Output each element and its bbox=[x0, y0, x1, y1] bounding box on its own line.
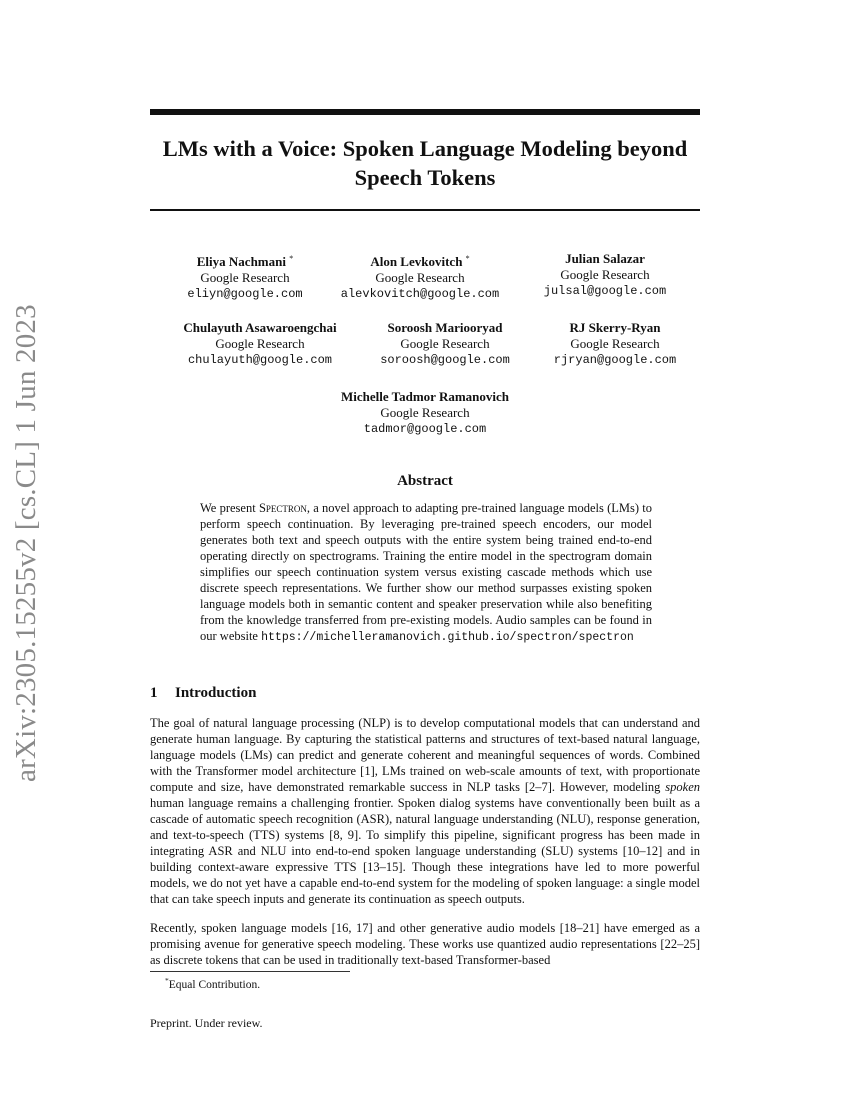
author-email[interactable]: julsal@google.com bbox=[543, 284, 667, 298]
author-email[interactable]: tadmor@google.com bbox=[363, 422, 487, 436]
abstract-intro: We present bbox=[200, 501, 256, 515]
author-block bbox=[530, 320, 700, 368]
intro-paragraph-2: Recently, spoken language models [16, 17] and other generative audio models [18–21] have emerged as a promising avenue for generative speech modeling. These works use quantized audio representations [22–25] as discrete tokens that can be used in traditionally text-based Transformer-based bbox=[150, 921, 700, 967]
author-affiliation: Google Research bbox=[375, 270, 465, 285]
author-block bbox=[330, 251, 510, 302]
title-bottom-rule bbox=[150, 209, 700, 211]
equal-contribution-mark: * bbox=[465, 254, 470, 263]
footnote-rule bbox=[150, 971, 350, 972]
author-block bbox=[300, 389, 550, 437]
abstract-text: , a novel approach to adapting pre-trained language models (LMs) to perform speech continuation. By leveraging pre-trained speech encoders, our model generates both text and speech outputs with the entire system being trained end-to-end operating directly on spectrograms. Training the entire model in the spectrogram domain simplifies our speech continuation system versus existing cascade methods which use discrete speech representations. We further show our method surpasses existing spoken language models both in semantic content and speaker preservation while also benefiting from the knowledge transferred from pre-existing models. Audio samples can be found in our website bbox=[200, 501, 653, 643]
author-block bbox=[520, 251, 690, 299]
section-number: 1 bbox=[150, 685, 158, 701]
author-name: RJ Skerry-Ryan bbox=[569, 320, 661, 335]
author-name: Julian Salazar bbox=[565, 251, 645, 266]
abstract-body bbox=[200, 500, 652, 646]
author-name: Soroosh Mariooryad bbox=[387, 320, 503, 335]
author-block bbox=[365, 320, 525, 368]
author-email[interactable]: rjryan@google.com bbox=[553, 353, 677, 367]
author-email[interactable]: chulayuth@google.com bbox=[187, 353, 333, 367]
author-affiliation: Google Research bbox=[380, 405, 470, 420]
equal-contribution-mark: * bbox=[289, 254, 294, 263]
abstract-heading: Abstract bbox=[397, 473, 453, 489]
preprint-note: Preprint. Under review. bbox=[150, 1016, 263, 1030]
website-link[interactable]: https://michelleramanovich.github.io/spectron/spectron bbox=[261, 631, 634, 644]
author-name: Alon Levkovitch bbox=[370, 254, 463, 269]
author-affiliation: Google Research bbox=[560, 267, 650, 282]
author-email[interactable]: eliyn@google.com bbox=[187, 287, 303, 301]
system-name: Spectron bbox=[258, 501, 307, 515]
paragraph-text: human language remains a challenging frontier. Spoken dialog systems have conventionally been built as a cascade of automatic speech recognition (ASR), natural language understanding (NLU), response generation, and text-to-speech (TTS) systems [8, 9]. To simplify this pipeline, significant progress has been made in integrating ASR and NLU into end-to-end spoken language understanding (SLU) systems [10–12] and in building context-aware expressive TTS [13–15]. Though these integrations have led to more powerful models, we do not yet have a capable end-to-end system for the modeling of spoken language: a single model that can take speech inputs and generate its continuation as speech outputs. bbox=[150, 796, 700, 906]
author-name: Michelle Tadmor Ramanovich bbox=[340, 389, 510, 404]
author-name: Chulayuth Asawaroengchai bbox=[183, 320, 337, 335]
paragraph-text: The goal of natural language processing (NLP) is to develop computational models that can understand and generate human language. By capturing the statistical patterns and structures of text-based natural language, language models (LMs) can predict and generate coherent and meaningful sequences of words. Combined with the Transformer model architecture [1], LMs trained on web-scale amounts of text, with proportionate compute and size, have demonstrated remarkable success in NLP tasks [2–7]. However, modeling bbox=[150, 716, 700, 794]
author-name: Eliya Nachmani bbox=[196, 254, 286, 269]
author-email[interactable]: alevkovitch@google.com bbox=[340, 287, 500, 301]
author-affiliation: Google Research bbox=[200, 270, 290, 285]
section-heading-introduction bbox=[150, 685, 256, 702]
footnote-text: Equal Contribution. bbox=[168, 979, 261, 991]
arxiv-side-stamp: arXiv:2305.15255v2 [cs.CL] 1 Jun 2023 bbox=[10, 304, 42, 782]
author-block bbox=[165, 320, 355, 368]
footnote-mark: * bbox=[165, 976, 169, 985]
section-title: Introduction bbox=[175, 685, 257, 701]
author-block bbox=[160, 251, 330, 302]
paper-title: LMs with a Voice: Spoken Language Modeling beyond Speech Tokens bbox=[162, 136, 688, 190]
author-affiliation: Google Research bbox=[400, 336, 490, 351]
intro-paragraph-1 bbox=[150, 715, 700, 907]
title-top-rule bbox=[150, 109, 700, 115]
emphasis-word: spoken bbox=[665, 780, 701, 794]
footnote bbox=[165, 976, 260, 991]
author-affiliation: Google Research bbox=[215, 336, 305, 351]
author-email[interactable]: soroosh@google.com bbox=[380, 353, 510, 367]
author-affiliation: Google Research bbox=[570, 336, 660, 351]
